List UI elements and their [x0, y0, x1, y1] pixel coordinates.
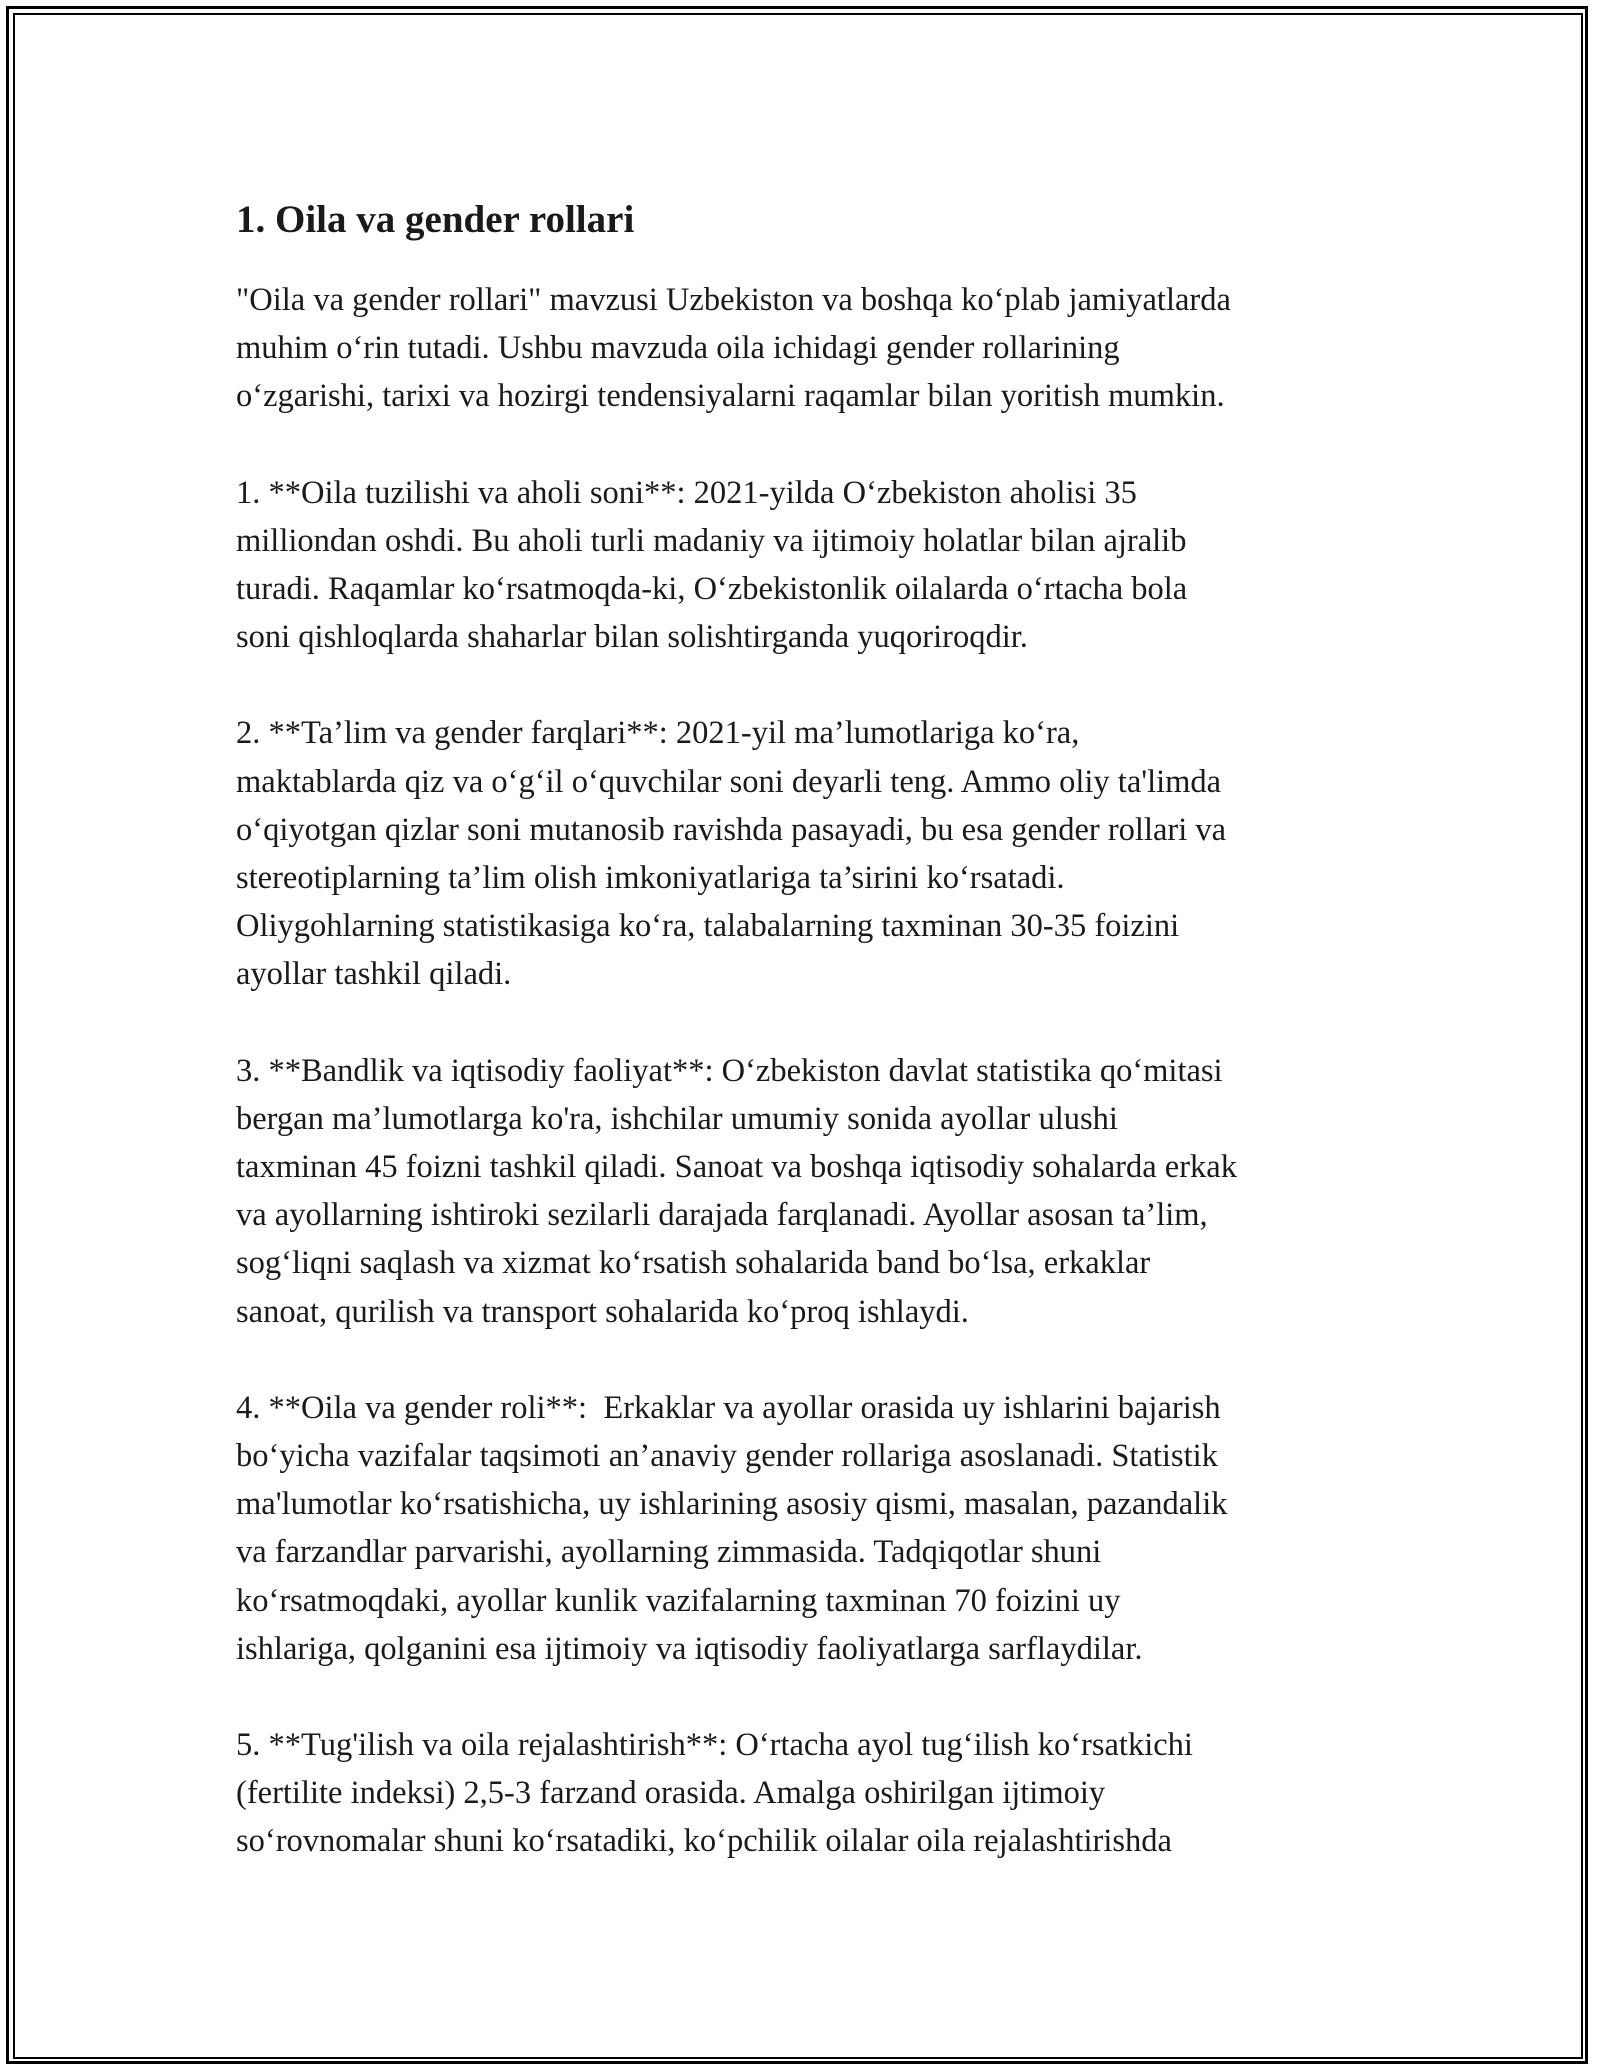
paragraph-line: so‘rovnomalar shuni ko‘rsatadiki, ko‘pchilik oilalar oila rejalashtirishda: [236, 1823, 1172, 1860]
point-5-paragraph: [236, 1721, 1386, 1866]
paragraph-line: stereotiplarning ta’lim olish imkoniyatlariga ta’sirini ko‘rsatadi.: [236, 860, 1065, 897]
paragraph-line: soni qishloqlarda shaharlar bilan solishtirganda yuqoriroqdir.: [236, 619, 1028, 656]
intro-paragraph: [236, 276, 1386, 421]
paragraph-line: o‘qiyotgan qizlar soni mutanosib ravishda pasayadi, bu esa gender rollari va: [236, 811, 1227, 848]
document-page: [236, 180, 1386, 1914]
paragraph-line: maktablarda qiz va o‘g‘il o‘quvchilar soni deyarli teng. Ammo oliy ta'limda: [236, 763, 1222, 800]
point-3-paragraph: [236, 1047, 1386, 1336]
point-2-paragraph: [236, 709, 1386, 998]
paragraph-line: 4. **Oila va gender roli**: Erkaklar va ayollar orasida uy ishlarini bajarish: [236, 1389, 1221, 1426]
paragraph-line: taxminan 45 foizni tashkil qiladi. Sanoat va boshqa iqtisodiy sohalarda erkak: [236, 1149, 1237, 1186]
paragraph-line: ayollar tashkil qiladi.: [236, 956, 512, 993]
paragraph-line: muhim o‘rin tutadi. Ushbu mavzuda oila ichidagi gender rollarining: [236, 330, 1120, 367]
paragraph-line: sog‘liqni saqlash va xizmat ko‘rsatish sohalarida band bo‘lsa, erkaklar: [236, 1245, 1151, 1282]
point-4-paragraph: [236, 1384, 1386, 1673]
paragraph-line: va farzandlar parvarishi, ayollarning zimmasida. Tadqiqotlar shuni: [236, 1534, 1102, 1571]
paragraph-line: sanoat, qurilish va transport sohalarida ko‘proq ishlaydi.: [236, 1293, 969, 1330]
paragraph-line: (fertilite indeksi) 2,5-3 farzand orasida. Amalga oshirilgan ijtimoiy: [236, 1775, 1106, 1812]
paragraph-line: Oliygohlarning statistikasiga ko‘ra, talabalarning taxminan 30-35 foizini: [236, 908, 1180, 945]
paragraph-line: bergan ma’lumotlarga ko'ra, ishchilar umumiy sonida ayollar ulushi: [236, 1100, 1118, 1137]
paragraph-line: ma'lumotlar ko‘rsatishicha, uy ishlarining asosiy qismi, masalan, pazandalik: [236, 1486, 1228, 1523]
paragraph-line: ko‘rsatmoqdaki, ayollar kunlik vazifalarning taxminan 70 foizini uy: [236, 1582, 1121, 1619]
paragraph-line: "Oila va gender rollari" mavzusi Uzbekiston va boshqa ko‘plab jamiyatlarda: [236, 282, 1231, 318]
paragraph-line: milliondan oshdi. Bu aholi turli madaniy va ijtimoiy holatlar bilan ajralib: [236, 522, 1187, 559]
paragraph-line: va ayollarning ishtiroki sezilarli darajada farqlanadi. Ayollar asosan ta’lim,: [236, 1197, 1208, 1234]
paragraph-line: bo‘yicha vazifalar taqsimoti an’anaviy gender rollariga asoslanadi. Statistik: [236, 1438, 1218, 1475]
paragraph-line: o‘zgarishi, tarixi va hozirgi tendensiyalarni raqamlar bilan yoritish mumkin.: [236, 378, 1225, 415]
section-heading: 1. Oila va gender rollari: [236, 198, 635, 241]
paragraph-line: 3. **Bandlik va iqtisodiy faoliyat**: O‘zbekiston davlat statistika qo‘mitasi: [236, 1052, 1223, 1089]
paragraph-line: 5. **Tug'ilish va oila rejalashtirish**: O‘rtacha ayol tug‘ilish ko‘rsatkichi: [236, 1727, 1193, 1764]
paragraph-line: ishlariga, qolganini esa ijtimoiy va iqtisodiy faoliyatlarga sarflaydilar.: [236, 1630, 1143, 1667]
point-1-paragraph: [236, 469, 1386, 662]
paragraph-line: 2. **Ta’lim va gender farqlari**: 2021-yil ma’lumotlariga ko‘ra,: [236, 715, 1080, 752]
paragraph-line: 1. **Oila tuzilishi va aholi soni**: 2021-yilda O‘zbekiston aholisi 35: [236, 474, 1137, 511]
paragraph-line: turadi. Raqamlar ko‘rsatmoqda-ki, O‘zbekistonlik oilalarda o‘rtacha bola: [236, 571, 1188, 608]
